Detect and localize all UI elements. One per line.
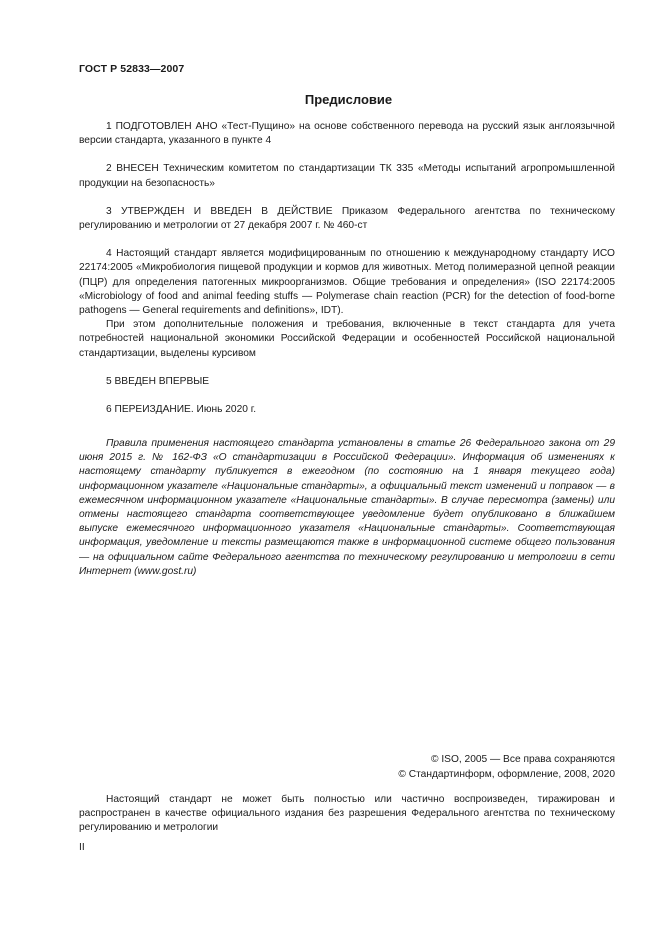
preface-item-1: 1 ПОДГОТОВЛЕН АНО «Тест-Пущино» на основе собственного перевода на русский язык англоязычной версии стандарта, указанного в пункте 4 (79, 121, 615, 147)
copyright-publisher: © Стандартинформ, оформление, 2008, 2020 (398, 769, 615, 780)
rules-notice: Правила применения настоящего стандарта установлены в статье 26 Федерального закона от 29 июня 2015 г. № 162-ФЗ «О стандартизации в Российской Федерации». Информация об изменениях к настоящему стандарту публикуется в ежегодном (по состоянию на 1 января текущего года) информационном указателе «Национальные стандарты», а официальный текст изменений и поправок — в ежемесячном информационном указателе «Национальные стандарты». В случае пересмотра (замены) или отмены настоящего стандарта соответствующее уведомление будет опубликовано в ближайшем выпуске ежемесячного информационного указателя «Национальные стандарты». Соответствующая информация, уведомление и тексты размещаются также в информационной системе общего пользования — на официальном сайте Федерального агентства по техническому регулированию и метрологии в сети Интернет (www.gost.ru) (79, 438, 615, 577)
copyright-block (398, 752, 615, 782)
preface-item-3: 3 УТВЕРЖДЕН И ВВЕДЕН В ДЕЙСТВИЕ Приказом Федерального агентства по техническому регулированию и метрологии от 27 декабря 2007 г. № 460-ст (79, 205, 615, 232)
reproduction-notice: Настоящий стандарт не может быть полностью или частично воспроизведен, тиражирован и распространен в качестве официального издания без разрешения Федерального агентства по техническому регулированию и метрологии (79, 794, 615, 834)
preface-item-4-note: При этом дополнительные положения и требования, включенные в текст стандарта для учета потребностей национальной экономики Российской Федерации и особенностей Российской национальной стандартизации, выделены курсивом (79, 319, 615, 359)
preface-body (79, 120, 615, 417)
preface-item-2: 2 ВНЕСЕН Техническим комитетом по стандартизации ТК 335 «Методы испытаний агропромышленной продукции на безопасность» (79, 163, 615, 189)
preface-item-6: 6 ПЕРЕИЗДАНИЕ. Июнь 2020 г. (106, 404, 257, 416)
preface-item-5: 5 ВВЕДЕН ВПЕРВЫЕ (106, 375, 210, 387)
page-number: II (79, 842, 85, 853)
standard-code: ГОСТ Р 52833—2007 (79, 63, 185, 75)
preface-item-4: 4 Настоящий стандарт является модифицированным по отношению к международному стандарту ИСО 22174:2005 «Микробиология пищевой продукции и кормов для животных. Метод полимеразной цепной реакции (ПЦР) для определения патогенных микроорганизмов. Общие требования и определения» (ISO 22174:2005 «Microbiology of food and animal feeding stuffs — Polymerase chain reaction (PCR) for the detection of food-borne pathogens — General requirements and definitions», IDT). (79, 248, 615, 317)
preface-title: Предисловие (304, 92, 393, 107)
copyright-iso: © ISO, 2005 — Все права сохраняются (431, 754, 615, 765)
